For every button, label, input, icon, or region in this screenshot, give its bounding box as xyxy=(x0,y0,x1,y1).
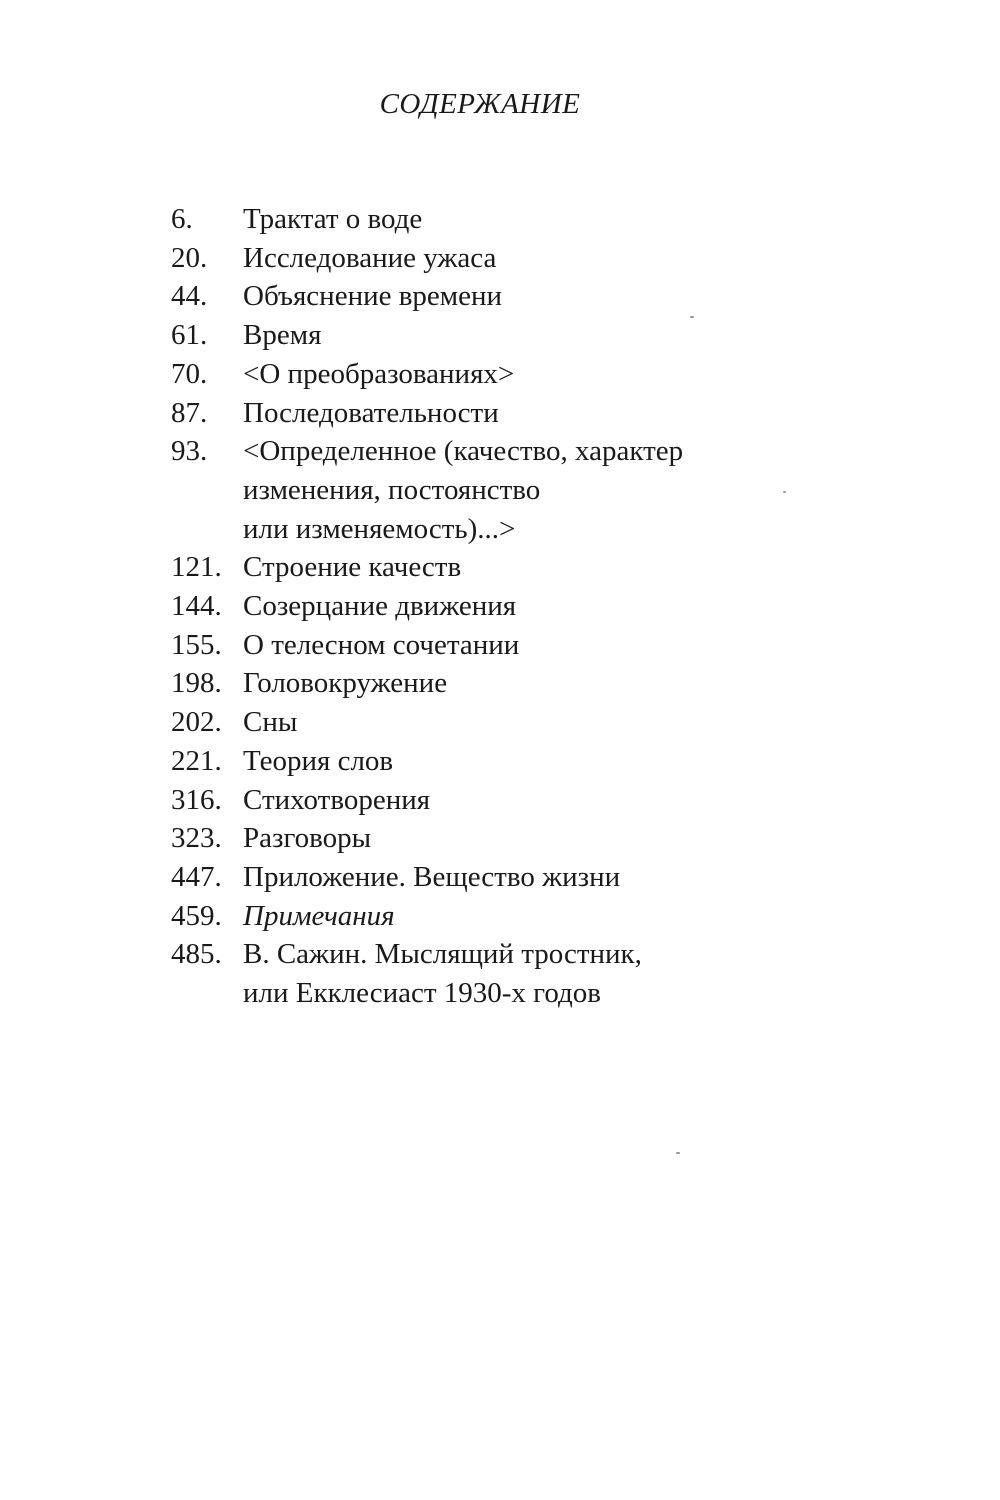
toc-page-number: 447. xyxy=(171,860,222,893)
toc-entry[interactable] xyxy=(171,355,811,394)
toc-entry-title: Сны xyxy=(243,706,298,739)
toc-page-number: 61. xyxy=(171,319,208,352)
toc-page-number: 323. xyxy=(171,822,222,855)
toc-page-number: 316. xyxy=(171,783,222,816)
toc-entry[interactable] xyxy=(171,394,811,433)
toc-entry-title: Созерцание движения xyxy=(243,590,517,623)
toc-entry[interactable] xyxy=(171,703,811,742)
table-of-contents xyxy=(171,200,811,1013)
toc-entry[interactable] xyxy=(171,548,811,587)
toc-page-number: 93. xyxy=(171,435,208,468)
toc-entry-title: Строение качеств xyxy=(243,551,462,584)
toc-entry-title: Время xyxy=(243,319,322,352)
toc-page-number: 121. xyxy=(171,551,222,584)
toc-entry[interactable] xyxy=(171,200,811,239)
toc-entry-title: О телесном сочетании xyxy=(243,628,520,661)
toc-entry-title: Головокружение xyxy=(243,667,448,700)
toc-entry-title: Разговоры xyxy=(243,822,372,855)
toc-entry[interactable] xyxy=(171,277,811,316)
toc-page-number: 70. xyxy=(171,357,208,390)
toc-title-text: СОДЕРЖАНИЕ xyxy=(379,88,581,120)
scan-speck xyxy=(690,316,694,318)
toc-entry[interactable] xyxy=(171,626,811,665)
toc-entry[interactable] xyxy=(171,858,811,897)
toc-entry[interactable] xyxy=(171,239,811,278)
toc-page-number: 198. xyxy=(171,667,222,700)
toc-page-number: 44. xyxy=(171,280,208,313)
toc-entry-notes[interactable] xyxy=(171,897,811,936)
toc-entry-title: <О преобразованиях> xyxy=(243,357,515,390)
toc-page-number: 485. xyxy=(171,938,222,971)
toc-entry-title: Объяснение времени xyxy=(243,280,503,313)
toc-entry-title: В. Сажин. Мыслящий тростник, или Екклесиаст 1930-х годов xyxy=(243,938,642,1010)
toc-entry[interactable] xyxy=(171,819,811,858)
toc-entry[interactable] xyxy=(171,316,811,355)
toc-entry-title: Последовательности xyxy=(243,396,499,429)
toc-entry-title: Стихотворения xyxy=(243,783,431,816)
toc-entry-title: Приложение. Вещество жизни xyxy=(243,860,621,893)
toc-entry-title: <Определенное (качество, характер изменения, постоянство или изменяемость)...> xyxy=(243,435,684,545)
toc-entry-title: Примечания xyxy=(243,899,395,932)
toc-entry[interactable] xyxy=(171,432,811,548)
toc-page-number: 459. xyxy=(171,899,222,932)
toc-page-number: 155. xyxy=(171,628,222,661)
toc-entry[interactable] xyxy=(171,587,811,626)
toc-title xyxy=(0,84,1000,124)
toc-entry[interactable] xyxy=(171,664,811,703)
scan-speck xyxy=(783,491,786,493)
scan-speck xyxy=(676,1152,680,1154)
toc-page-number: 144. xyxy=(171,590,222,623)
toc-page-number: 221. xyxy=(171,744,222,777)
toc-entry-title: Теория слов xyxy=(243,744,394,777)
toc-entry[interactable] xyxy=(171,935,811,1012)
toc-page-number: 87. xyxy=(171,396,208,429)
toc-page-number: 202. xyxy=(171,706,222,739)
toc-entry[interactable] xyxy=(171,742,811,781)
toc-page-number: 6. xyxy=(171,203,193,235)
toc-page-number: 20. xyxy=(171,241,208,274)
toc-entry-title: Трактат о воде xyxy=(243,203,423,235)
toc-entry[interactable] xyxy=(171,781,811,820)
toc-entry-title: Исследование ужаса xyxy=(243,241,497,274)
